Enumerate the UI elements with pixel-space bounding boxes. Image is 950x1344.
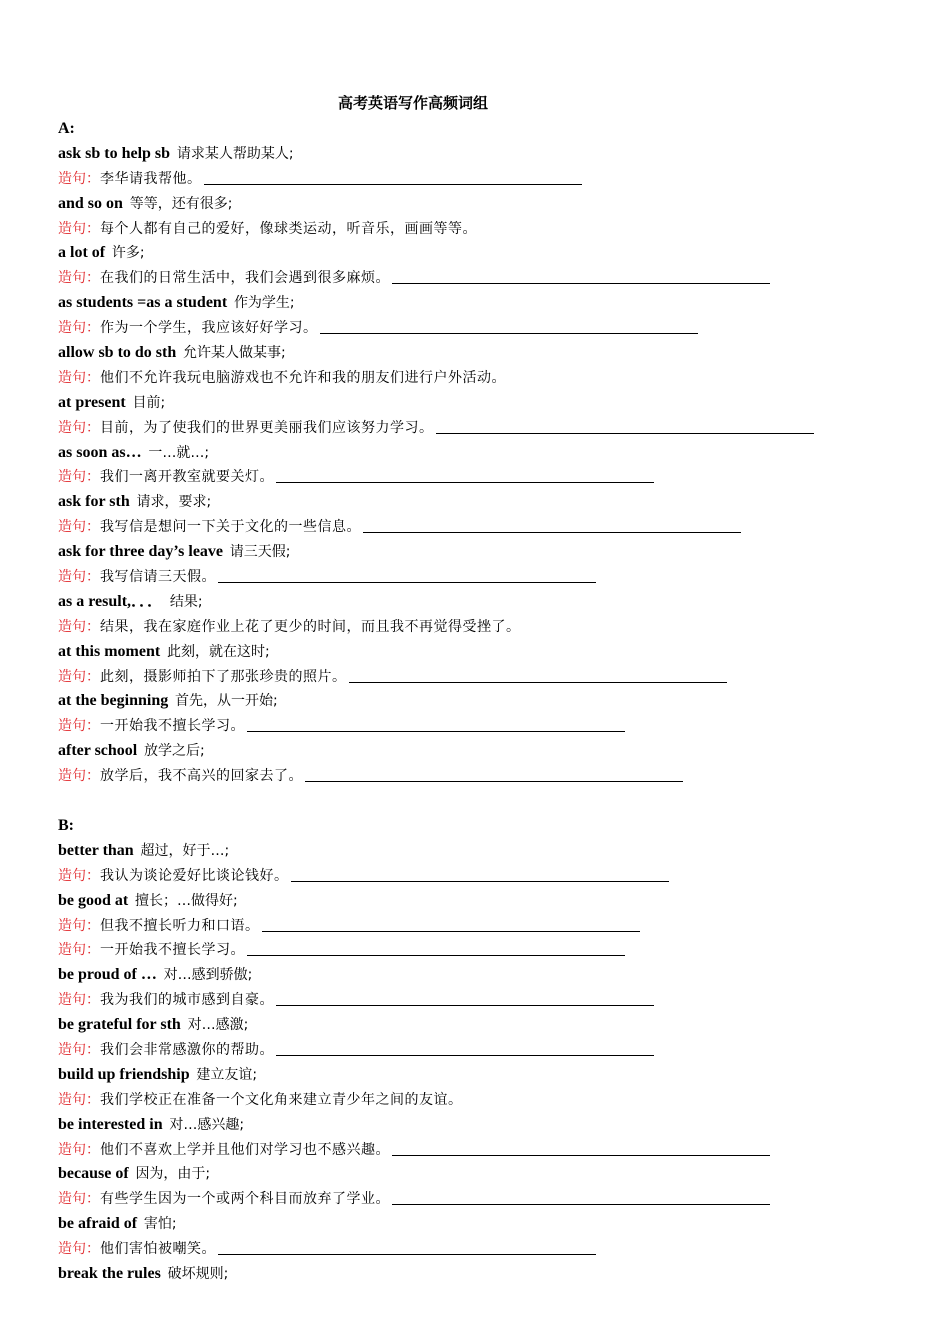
phrase-meaning: 对…感到骄傲; (163, 967, 253, 984)
phrase-english: ask sb to help sb (58, 144, 171, 162)
example-line (58, 514, 928, 539)
phrase-english: after school (58, 742, 138, 760)
answer-blank[interactable] (392, 267, 770, 284)
example-line (58, 415, 928, 440)
example-label: 造句： (58, 469, 100, 486)
example-sentence: 我为我们的城市感到自豪。 (100, 992, 274, 1009)
example-sentence: 他们不喜欢上学并且他们对学习也不感兴趣。 (100, 1141, 390, 1158)
phrase-line (58, 340, 928, 365)
example-line (58, 937, 928, 962)
phrase-line (58, 738, 928, 763)
phrase-english: allow sb to do sth (58, 344, 177, 362)
example-label: 造句： (58, 270, 100, 287)
phrase-english: because of (58, 1165, 129, 1183)
example-label: 造句： (58, 1141, 100, 1158)
phrase-line (58, 191, 928, 216)
example-line (58, 863, 928, 888)
example-line (58, 365, 928, 390)
phrase-line (58, 838, 928, 863)
example-sentence: 他们害怕被嘲笑。 (100, 1241, 216, 1258)
example-line (58, 763, 928, 788)
phrase-english: better than (58, 841, 134, 859)
example-sentence: 目前，为了使我们的世界更美丽我们应该努力学习。 (100, 419, 434, 436)
example-line (58, 166, 928, 191)
example-line (58, 1037, 928, 1062)
example-label: 造句： (58, 992, 100, 1009)
spacer-line (58, 788, 928, 813)
phrase-line (58, 962, 928, 987)
page-title: 高考英语写作高频词组 (337, 94, 488, 112)
answer-blank[interactable] (276, 466, 654, 483)
phrase-english: be interested in (58, 1115, 163, 1133)
phrase-meaning: 超过，好于…; (140, 842, 230, 859)
phrase-meaning: 结果; (169, 593, 203, 610)
answer-blank[interactable] (320, 317, 698, 334)
example-label: 造句： (58, 220, 100, 237)
phrase-meaning: 请求，要求; (136, 494, 212, 511)
example-label: 造句： (58, 1041, 100, 1058)
example-label: 造句： (58, 768, 100, 785)
example-line (58, 1186, 928, 1211)
phrase-english: be grateful for sth (58, 1016, 181, 1034)
answer-blank[interactable] (392, 1139, 770, 1156)
answer-blank[interactable] (276, 1039, 654, 1056)
example-sentence: 一开始我不擅长学习。 (100, 718, 245, 735)
phrase-meaning: 等等，还有很多; (129, 195, 233, 212)
example-line (58, 265, 928, 290)
example-sentence: 此刻，摄影师拍下了那张珍贵的照片。 (100, 668, 347, 685)
phrase-line (58, 1211, 928, 1236)
example-label: 造句： (58, 170, 100, 187)
example-sentence: 我们一离开教室就要关灯。 (100, 469, 274, 486)
example-sentence: 李华请我帮他。 (100, 170, 202, 187)
example-line (58, 315, 928, 340)
phrase-line (58, 489, 928, 514)
phrase-meaning: 许多; (111, 245, 145, 262)
phrase-meaning: 破坏规则; (167, 1265, 229, 1282)
answer-blank[interactable] (349, 666, 727, 683)
phrase-english: break the rules (58, 1264, 161, 1282)
example-label: 造句： (58, 668, 100, 685)
example-sentence: 他们不允许我玩电脑游戏也不允许和我的朋友们进行户外活动。 (100, 369, 506, 386)
example-sentence: 作为一个学生，我应该好好学习。 (100, 320, 318, 337)
phrase-line (58, 888, 928, 913)
example-line (58, 913, 928, 938)
phrase-meaning: 放学之后; (144, 743, 205, 760)
example-sentence: 每个人都有自己的爱好，像球类运动，听音乐，画画等等。 (100, 220, 477, 237)
phrase-meaning: 目前; (132, 394, 166, 411)
answer-blank[interactable] (436, 417, 814, 434)
example-sentence: 但我不擅长听力和口语。 (100, 917, 260, 934)
example-label: 造句： (58, 569, 100, 586)
example-sentence: 结果，我在家庭作业上花了更少的时间，而且我不再觉得受挫了。 (100, 618, 521, 635)
phrase-english: build up friendship (58, 1065, 190, 1083)
phrase-line (58, 639, 928, 664)
example-line (58, 564, 928, 589)
phrase-meaning: 害怕; (143, 1216, 177, 1233)
phrase-meaning: 请求某人帮助某人; (176, 145, 294, 162)
example-sentence: 我们学校正在准备一个文化角来建立青少年之间的友谊。 (100, 1091, 463, 1108)
example-line (58, 987, 928, 1012)
phrase-meaning: 请三天假; (229, 544, 291, 561)
example-sentence: 在我们的日常生活中，我们会遇到很多麻烦。 (100, 270, 390, 287)
example-sentence: 我认为谈论爱好比谈论钱好。 (100, 867, 289, 884)
phrase-line (58, 440, 928, 465)
phrase-list (58, 116, 928, 1286)
example-line (58, 216, 928, 241)
example-label: 造句： (58, 867, 100, 884)
example-sentence: 一开始我不擅长学习。 (100, 942, 245, 959)
example-line (58, 464, 928, 489)
section-heading: A: (58, 120, 75, 137)
phrase-meaning: 允许某人做某事; (183, 345, 286, 362)
phrase-line (58, 1062, 928, 1087)
phrase-line (58, 1112, 928, 1137)
example-line (58, 664, 928, 689)
section-line (58, 813, 928, 838)
phrase-english: at this moment (58, 642, 161, 660)
example-label: 造句： (58, 1191, 100, 1208)
answer-blank[interactable] (204, 168, 582, 185)
phrase-meaning: 此刻，就在这时; (167, 643, 270, 660)
phrase-english: as soon as… (58, 443, 142, 461)
answer-blank[interactable] (392, 1188, 770, 1205)
example-line (58, 1137, 928, 1162)
phrase-english: and so on (58, 194, 123, 212)
phrase-english: ask for three day’s leave (58, 543, 224, 561)
example-label: 造句： (58, 1241, 100, 1258)
phrase-line (58, 240, 928, 265)
phrase-line (58, 390, 928, 415)
answer-blank[interactable] (218, 1238, 596, 1255)
answer-blank[interactable] (276, 989, 654, 1006)
phrase-line (58, 589, 928, 614)
answer-blank[interactable] (305, 765, 683, 782)
phrase-line (58, 688, 928, 713)
phrase-english: ask for sth (58, 493, 130, 511)
phrase-english: a lot of (58, 244, 106, 262)
phrase-line (58, 1012, 928, 1037)
example-line (58, 1236, 928, 1261)
phrase-meaning: 因为，由于; (135, 1166, 211, 1183)
example-label: 造句： (58, 519, 100, 536)
example-label: 造句： (58, 1091, 100, 1108)
example-line (58, 614, 928, 639)
example-line (58, 1087, 928, 1112)
phrase-meaning: 擅长；…做得好; (135, 892, 238, 909)
example-sentence: 我们会非常感激你的帮助。 (100, 1041, 274, 1058)
phrase-meaning: 作为学生; (233, 295, 295, 312)
example-sentence: 有些学生因为一个或两个科目而放弃了学业。 (100, 1191, 390, 1208)
phrase-english: at present (58, 393, 126, 411)
example-label: 造句： (58, 320, 100, 337)
section-line (58, 116, 928, 141)
phrase-meaning: 对…感兴趣; (169, 1116, 245, 1133)
example-label: 造句： (58, 369, 100, 386)
phrase-line (58, 290, 928, 315)
answer-blank[interactable] (291, 865, 669, 882)
phrase-english: be good at (58, 891, 129, 909)
phrase-meaning: 首先，从一开始; (175, 693, 278, 710)
answer-blank[interactable] (247, 939, 625, 956)
phrase-english: at the beginning (58, 692, 169, 710)
phrase-meaning: 建立友谊; (196, 1066, 258, 1083)
answer-blank[interactable] (363, 516, 741, 533)
phrase-meaning: 对…感激; (187, 1017, 249, 1034)
phrase-line (58, 1261, 928, 1286)
phrase-english: be proud of … (58, 966, 157, 984)
section-heading: B: (58, 816, 74, 834)
example-label: 造句： (58, 419, 100, 436)
example-line (58, 713, 928, 738)
phrase-line (58, 141, 928, 166)
phrase-english: be afraid of (58, 1215, 138, 1233)
example-label: 造句： (58, 618, 100, 635)
example-sentence: 我写信请三天假。 (100, 569, 216, 586)
phrase-english: as a result,．．． (58, 592, 164, 610)
example-label: 造句： (58, 917, 100, 934)
example-sentence: 我写信是想问一下关于文化的一些信息。 (100, 519, 361, 536)
phrase-english: as students =as a student (58, 294, 228, 312)
example-label: 造句： (58, 942, 100, 959)
example-sentence: 放学后，我不高兴的回家去了。 (100, 768, 303, 785)
answer-blank[interactable] (262, 915, 640, 932)
phrase-meaning: 一…就…; (148, 444, 210, 461)
phrase-line (58, 539, 928, 564)
answer-blank[interactable] (247, 715, 625, 732)
answer-blank[interactable] (218, 566, 596, 583)
phrase-line (58, 1161, 928, 1186)
example-label: 造句： (58, 718, 100, 735)
